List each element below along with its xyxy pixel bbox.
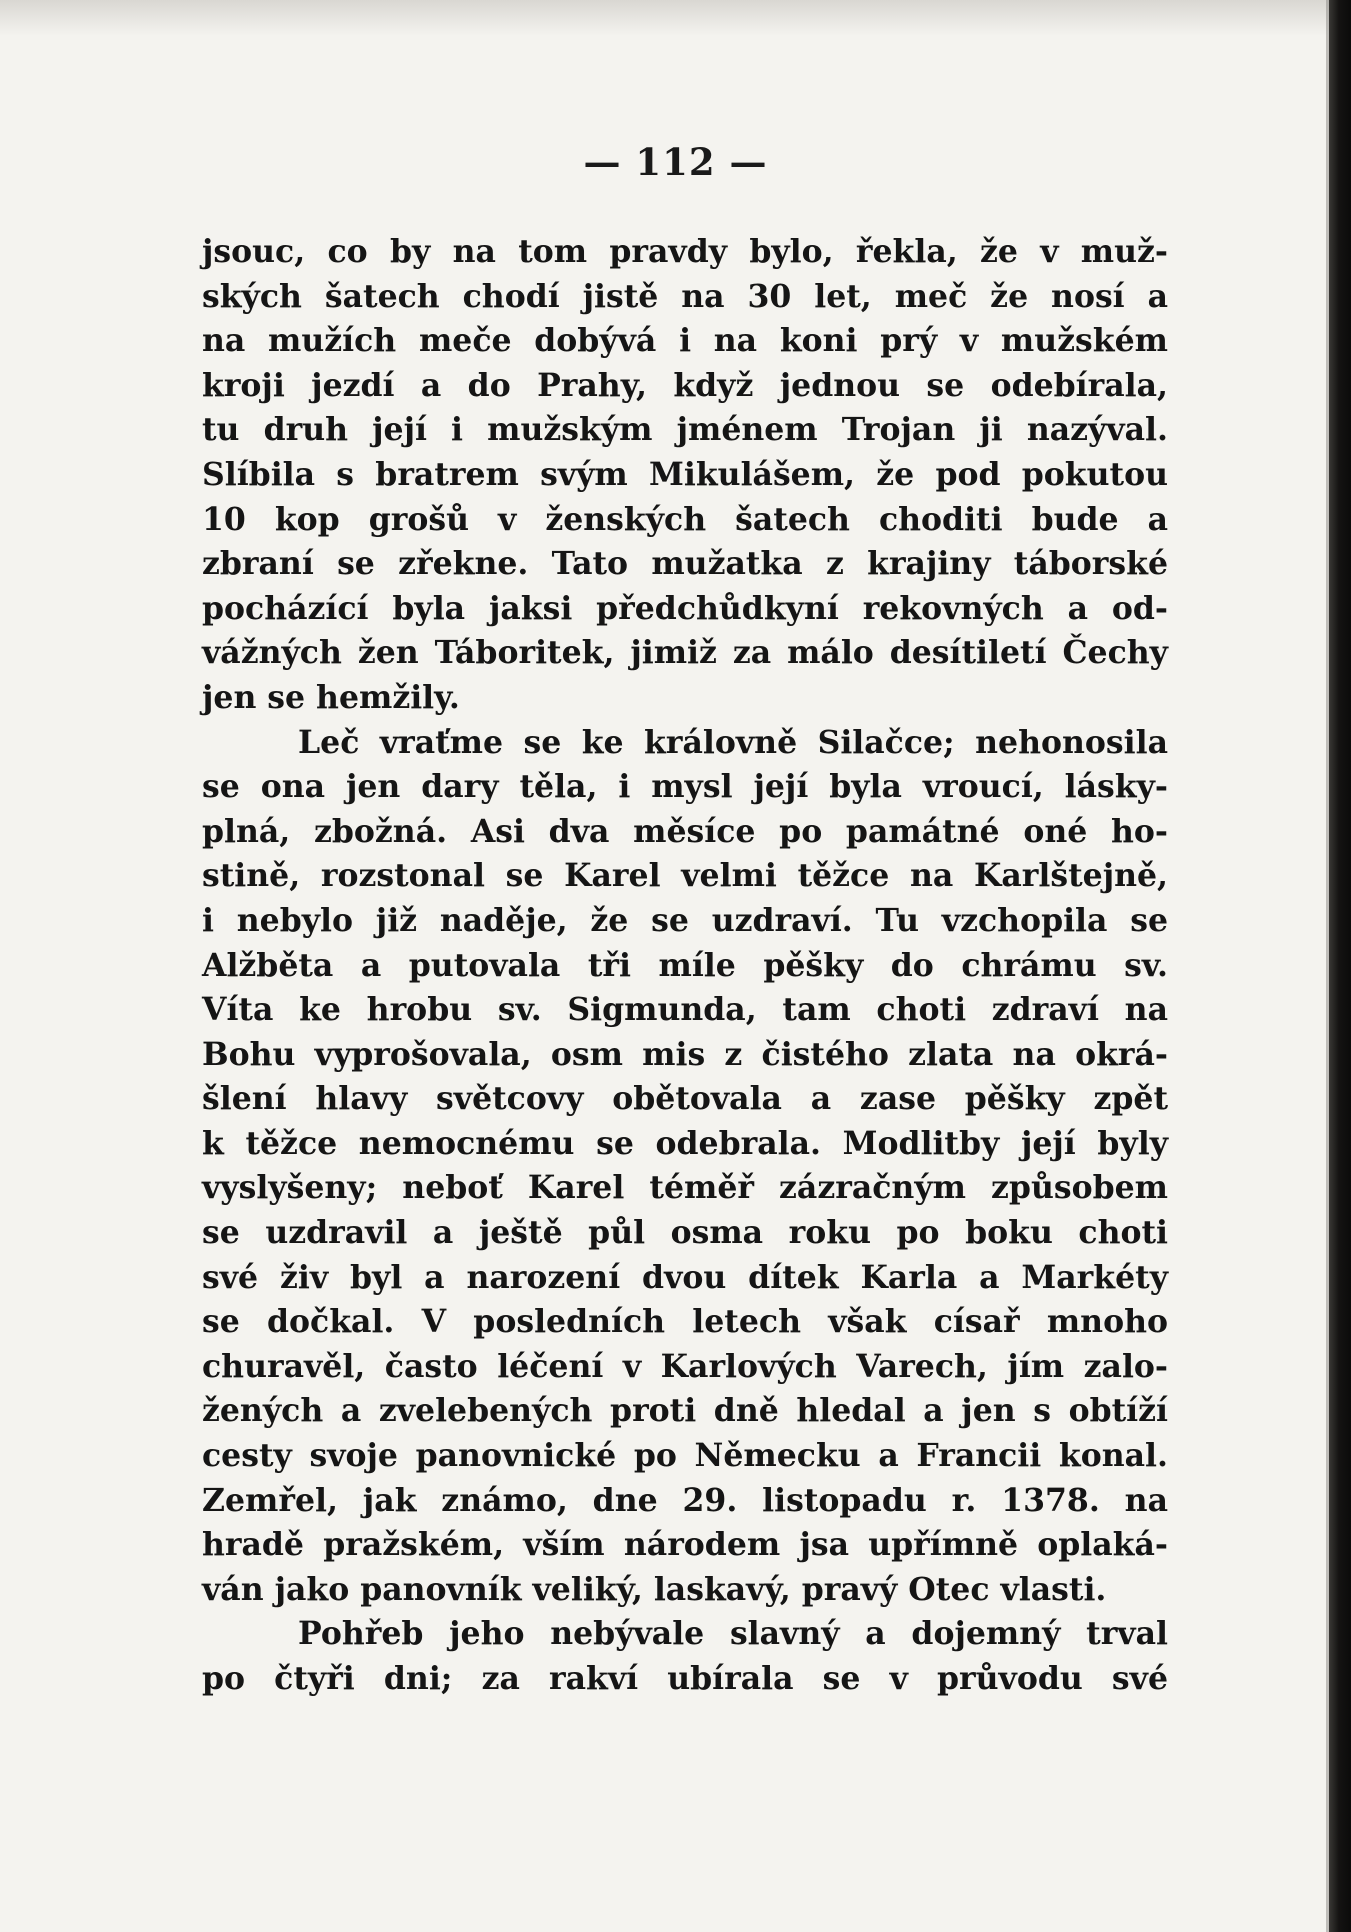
text-line: pocházící byla jaksi předchůdkyní rekovných a od- (202, 589, 1168, 627)
body-text (202, 230, 1168, 1702)
text-line: Leč vraťme se ke královně Silačce; nehonosila (298, 723, 1168, 761)
text-line: se ona jen dary těla, i mysl její byla vroucí, lásky- (202, 768, 1168, 806)
text-line: Slíbila s bratrem svým Mikulášem, že pod pokutou (202, 455, 1168, 493)
text-line: cesty svoje panovnické po Německu a Francii konal. (202, 1437, 1168, 1475)
text-line: plná, zbožná. Asi dva měsíce po památné oné ho- (202, 812, 1168, 850)
text-line: Bohu vyprošovala, osm mis z čistého zlata na okrá- (202, 1035, 1168, 1073)
text-line: tu druh její i mužským jménem Trojan ji nazýval. (202, 411, 1168, 449)
text-line: vážných žen Táboritek, jimiž za málo desítiletí Čechy (202, 634, 1168, 672)
text-line: kroji jezdí a do Prahy, když jednou se odebírala, (202, 366, 1168, 404)
text-line: Alžběta a putovala tři míle pěšky do chrámu sv. (202, 946, 1168, 984)
page-number: — 112 — (583, 140, 768, 184)
text-line: k těžce nemocnému se odebrala. Modlitby její byly (202, 1124, 1168, 1162)
text-line: churavěl, často léčení v Karlových Varech, jím zalo- (202, 1347, 1168, 1385)
text-line: jen se hemžily. (202, 678, 460, 716)
text-line: hradě pražském, vším národem jsa upřímně oplaká- (202, 1526, 1168, 1564)
text-line: vyslyšeny; neboť Karel téměř zázračným způsobem (202, 1169, 1168, 1207)
top-shadow (0, 0, 1351, 36)
text-line: po čtyři dni; za rakví ubírala se v průvodu své (202, 1660, 1168, 1697)
binding-edge (1329, 0, 1351, 1932)
text-line: ských šatech chodí jistě na 30 let, meč že nosí a (202, 277, 1168, 315)
text-line: ván jako panovník veliký, laskavý, pravý Otec vlasti. (202, 1570, 1107, 1608)
text-line: na mužích meče dobývá i na koni prý v mužském (202, 322, 1168, 360)
text-line: žených a zvelebených proti dně hledal a jen s obtíží (202, 1392, 1168, 1430)
text-line: jsouc, co by na tom pravdy bylo, řekla, že v muž- (202, 233, 1168, 270)
text-line: Zemřel, jak známo, dne 29. listopadu r. 1378. na (202, 1481, 1168, 1519)
text-line: i nebylo již naděje, že se uzdraví. Tu vzchopila se (202, 901, 1168, 939)
text-line: Pohřeb jeho nebývale slavný a dojemný trval (298, 1615, 1168, 1653)
text-line: stině, rozstonal se Karel velmi těžce na Karlštejně, (202, 857, 1168, 895)
text-line: 10 kop grošů v ženských šatech choditi bude a (202, 500, 1168, 538)
text-line: se dočkal. V posledních letech však císař mnoho (202, 1303, 1168, 1341)
text-line: Víta ke hrobu sv. Sigmunda, tam choti zdraví na (202, 991, 1168, 1029)
text-line: šlení hlavy světcovy obětovala a zase pěšky zpět (202, 1080, 1168, 1118)
text-line: své živ byl a narození dvou dítek Karla a Markéty (202, 1258, 1168, 1296)
text-line: zbraní se zřekne. Tato mužatka z krajiny táborské (202, 545, 1168, 583)
text-line: se uzdravil a ještě půl osma roku po boku choti (202, 1214, 1168, 1252)
